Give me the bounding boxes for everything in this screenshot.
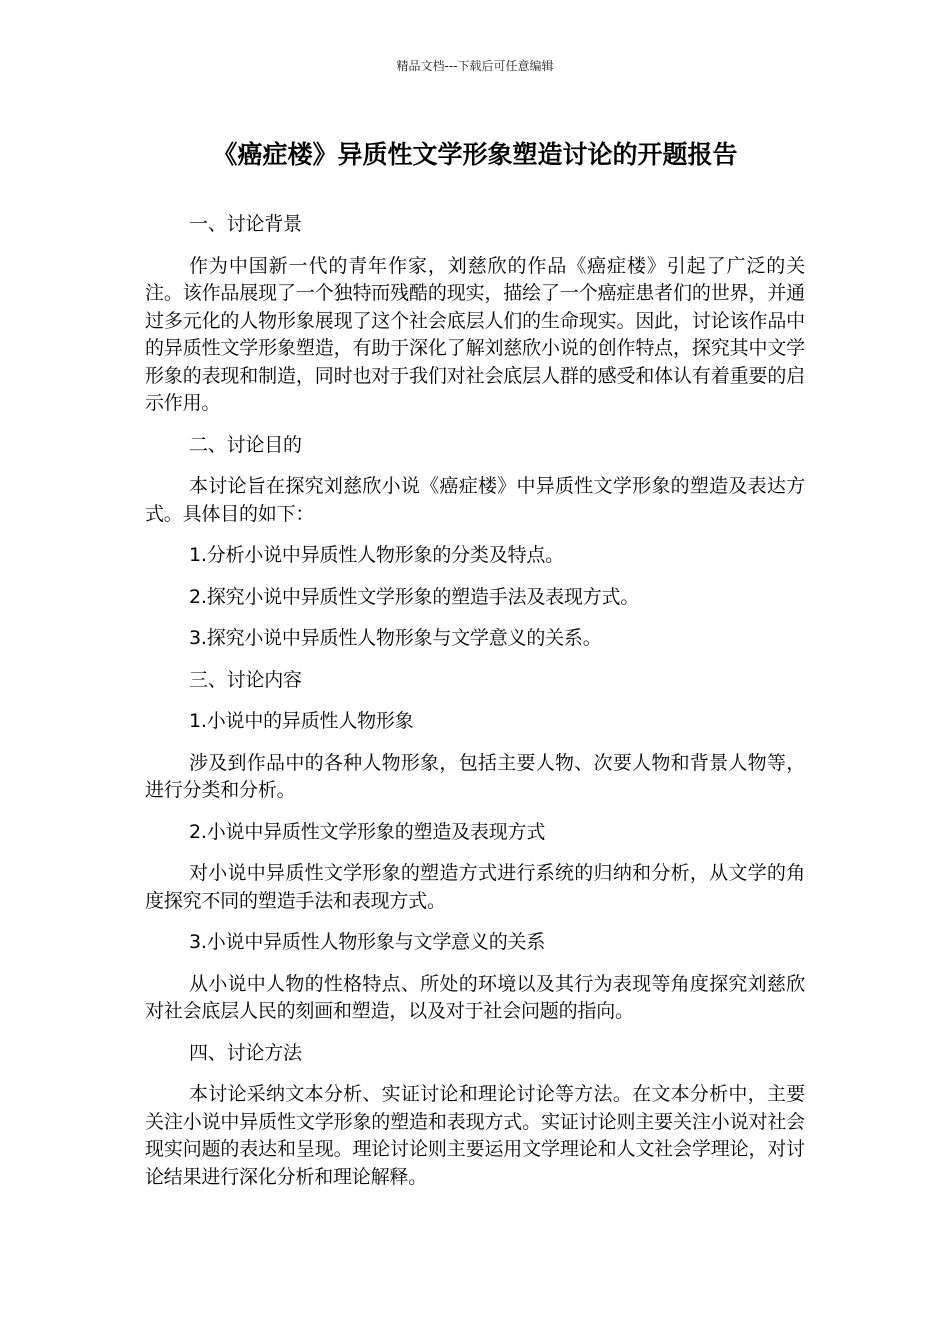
content-subheading-2: 2.小说中异质性文学形象的塑造及表现方式: [189, 820, 546, 843]
document-body: [145, 211, 805, 1205]
content-paragraph-2: 对小说中异质性文学形象的塑造方式进行系统的归纳和分析，从文学的角度探究不同的塑造手法和表现方式。: [145, 862, 805, 912]
document-title: 《癌症楼》异质性文学形象塑造讨论的开题报告: [212, 140, 738, 169]
purpose-item-2: 2.探究小说中异质性文学形象的塑造手法及表现方式。: [189, 585, 640, 608]
section-heading-content: 三、讨论内容: [189, 668, 302, 691]
paragraph-purpose-intro: 本讨论旨在探究刘慈欣小说《癌症楼》中异质性文学形象的塑造及表达方式。具体目的如下：: [145, 475, 805, 525]
section-heading-method: 四、讨论方法: [189, 1041, 302, 1064]
content-subheading-3: 3.小说中异质性人物形象与文学意义的关系: [189, 931, 546, 953]
content-paragraph-3: 从小说中人物的性格特点、所处的环境以及其行为表现等角度探究刘慈欣对社会底层人民的刻画和塑造，以及对于社会问题的指向。: [145, 972, 805, 1022]
content-paragraph-1: 涉及到作品中的各种人物形象，包括主要人物、次要人物和背景人物等，进行分类和分析。: [145, 751, 805, 801]
paragraph-method: 本讨论采纳文本分析、实证讨论和理论讨论等方法。在文本分析中，主要关注小说中异质性文学形象的塑造和表现方式。实证讨论则主要关注小说对社会现实问题的表达和呈现。理论讨论则主要运用文学理论和人文社会学理论，对讨论结果进行深化分析和理论解释。: [145, 1083, 805, 1188]
content-subheading-1: 1.小说中的异质性人物形象: [189, 710, 414, 732]
paragraph-background: 作为中国新一代的青年作家，刘慈欣的作品《癌症楼》引起了广泛的关注。该作品展现了一个独特而残酷的现实，描绘了一个癌症患者们的世界，并通过多元化的人物形象展现了这个社会底层人们的生命现实。因此，讨论该作品中的异质性文学形象塑造，有助于深化了解刘慈欣小说的创作特点，探究其中文学形象的表现和制造，同时也对于我们对社会底层人群的感受和体认有着重要的启示作用。: [145, 254, 805, 414]
section-heading-purpose: 二、讨论目的: [189, 433, 302, 456]
purpose-item-1: 1.分析小说中异质性人物形象的分类及特点。: [189, 544, 564, 566]
section-heading-background: 一、讨论背景: [189, 213, 302, 235]
page-header: 精品文档---下载后可任意编辑: [396, 59, 554, 73]
purpose-item-3: 3.探究小说中异质性人物形象与文学意义的关系。: [189, 627, 602, 649]
